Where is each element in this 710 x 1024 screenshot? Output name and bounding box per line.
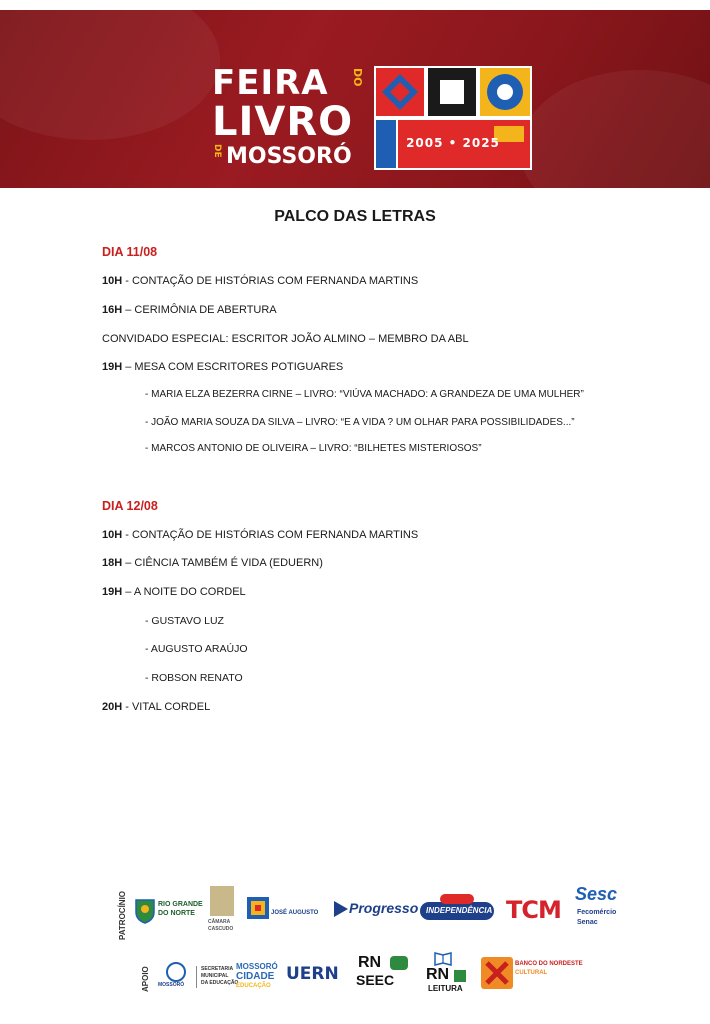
banner-texture xyxy=(520,70,710,188)
cordel-artist: - AUGUSTO ARAÚJO xyxy=(145,643,248,655)
cordel-artist: - GUSTAVO LUZ xyxy=(145,615,224,627)
rn-crest-icon xyxy=(134,898,156,924)
separator: - xyxy=(122,529,132,541)
logo-de: DE xyxy=(212,144,222,158)
schedule-text: VITAL CORDEL xyxy=(131,701,211,713)
schedule-item xyxy=(102,361,343,373)
schedule-text: CONVIDADO ESPECIAL: ESCRITOR JOÃO ALMINO – MEMBRO DA ABL xyxy=(102,333,469,345)
rn-line2: DO NORTE xyxy=(158,910,195,917)
banco-do-nordeste-logo xyxy=(481,955,599,991)
uern-logo: UERN xyxy=(286,964,339,984)
logo-graphic-icon xyxy=(374,66,532,170)
fundacao-jose-augusto-logo xyxy=(247,897,325,923)
bnb-icon xyxy=(481,957,513,989)
schedule-text: CIÊNCIA TAMBÉM É VIDA (EDUERN) xyxy=(134,557,323,569)
separator: – xyxy=(122,586,134,598)
schedule-text: CONTAÇÃO DE HISTÓRIAS COM FERNANDA MARTINS xyxy=(131,529,419,541)
cordel-artist: - ROBSON RENATO xyxy=(145,672,243,684)
separator: – xyxy=(122,361,135,373)
logo-feira: FEIRA xyxy=(212,63,329,103)
schedule-time: 19H xyxy=(102,586,123,598)
secretaria-line1: SECRETARIA xyxy=(201,966,234,972)
logo-years: 2005 • 2025 xyxy=(406,136,500,150)
panel-author: - MARIA ELZA BEZERRA CIRNE – LIVRO: “VIÚVA MACHADO: A GRANDEZA DE UMA MULHER” xyxy=(145,389,584,400)
seec-text: SEEC xyxy=(356,972,395,988)
schedule-item xyxy=(102,701,210,713)
camara-city-text: CASCUDO xyxy=(208,926,234,932)
bnb-line2: CULTURAL xyxy=(515,970,548,976)
mossoro-crest-icon xyxy=(166,962,186,982)
rnl-rn-text: RN xyxy=(426,966,450,983)
progresso-icon xyxy=(334,901,348,917)
independencia-logo xyxy=(420,894,494,924)
camara-cascudo-logo xyxy=(208,886,236,934)
schedule-text: MESA COM ESCRITORES POTIGUARES xyxy=(134,361,344,373)
fja-icon xyxy=(247,897,269,919)
header-banner xyxy=(0,10,710,188)
schedule-time: 19H xyxy=(102,361,123,373)
senac-text: Senac xyxy=(577,919,598,926)
book-icon xyxy=(434,952,452,966)
sesc-text: Sesc xyxy=(575,884,618,904)
schedule-text: A NOITE DO CORDEL xyxy=(133,586,246,598)
mc-line2: CIDADE xyxy=(236,971,275,982)
day-heading: DIA 12/08 xyxy=(102,499,158,513)
separator: - xyxy=(122,275,132,287)
secretaria-line3: DA EDUCAÇÃO xyxy=(201,980,239,986)
panel-author: - JOÃO MARIA SOUZA DA SILVA – LIVRO: “E A VIDA ? UM OLHAR PARA POSSIBILIDADES...” xyxy=(145,417,575,428)
schedule-time: 10H xyxy=(102,275,123,287)
prefeitura-mossoro-logo xyxy=(158,962,192,990)
fecomercio-text: Fecomércio xyxy=(577,909,617,916)
fja-text: JOSÉ AUGUSTO xyxy=(271,910,319,916)
logo-livro: LIVRO xyxy=(212,99,354,145)
rn-seec-logo xyxy=(356,954,418,994)
rn-line1: RIO GRANDE xyxy=(158,901,203,908)
separator: - xyxy=(122,701,132,713)
separator: – xyxy=(122,304,135,316)
schedule-item xyxy=(102,586,246,598)
bnb-line1: BANCO DO NORDESTE xyxy=(515,961,583,967)
seec-leaf-icon xyxy=(390,956,408,970)
rnl-leitura-text: LEITURA xyxy=(428,984,463,993)
schedule-time: 20H xyxy=(102,701,123,713)
schedule-item xyxy=(102,333,469,345)
logo-mossoro: MOSSORÓ xyxy=(226,144,352,169)
banner-texture xyxy=(0,10,220,140)
progresso-logo xyxy=(334,898,419,922)
separator: – xyxy=(122,557,135,569)
tcm-logo: TCM xyxy=(506,896,561,924)
secretaria-line2: MUNICIPAL xyxy=(201,973,229,979)
schedule-item xyxy=(102,275,418,287)
mc-line3: EDUCAÇÃO xyxy=(236,983,271,989)
seec-rn-text: RN xyxy=(358,954,382,971)
mossoro-text: MOSSORÓ xyxy=(158,982,185,988)
plus-icon xyxy=(454,970,466,982)
logo-do: DO xyxy=(351,68,364,87)
patrocinio-label: PATROCÍNIO xyxy=(118,890,127,940)
rn-leitura-logo xyxy=(426,952,472,998)
independencia-text: INDEPENDÊNCIA xyxy=(426,906,493,915)
rn-government-logo xyxy=(134,896,202,926)
progresso-text: Progresso xyxy=(349,900,419,916)
schedule-time: 18H xyxy=(102,557,123,569)
day-heading: DIA 11/08 xyxy=(102,245,158,259)
page-title: PALCO DAS LETRAS xyxy=(274,208,436,225)
independencia-flag-icon xyxy=(440,894,474,904)
sesc-senac-logo xyxy=(575,884,625,932)
panel-author: - MARCOS ANTONIO DE OLIVEIRA – LIVRO: “BILHETES MISTERIOSOS” xyxy=(145,443,482,454)
schedule-item xyxy=(102,557,323,569)
mc-line1: MOSSORÓ xyxy=(236,962,278,971)
camara-text: CÂMARA xyxy=(208,919,231,925)
secretaria-educacao-logo xyxy=(196,966,239,988)
schedule-item xyxy=(102,529,418,541)
schedule-text: CERIMÔNIA DE ABERTURA xyxy=(134,304,277,316)
schedule-time: 16H xyxy=(102,304,123,316)
apoio-label: APOIO xyxy=(141,966,150,992)
schedule-time: 10H xyxy=(102,529,123,541)
mossoro-cidade-educacao-logo xyxy=(236,962,282,990)
schedule-item xyxy=(102,304,277,316)
schedule-text: CONTAÇÃO DE HISTÓRIAS COM FERNANDA MARTINS xyxy=(131,275,419,287)
portrait-icon xyxy=(210,886,234,916)
